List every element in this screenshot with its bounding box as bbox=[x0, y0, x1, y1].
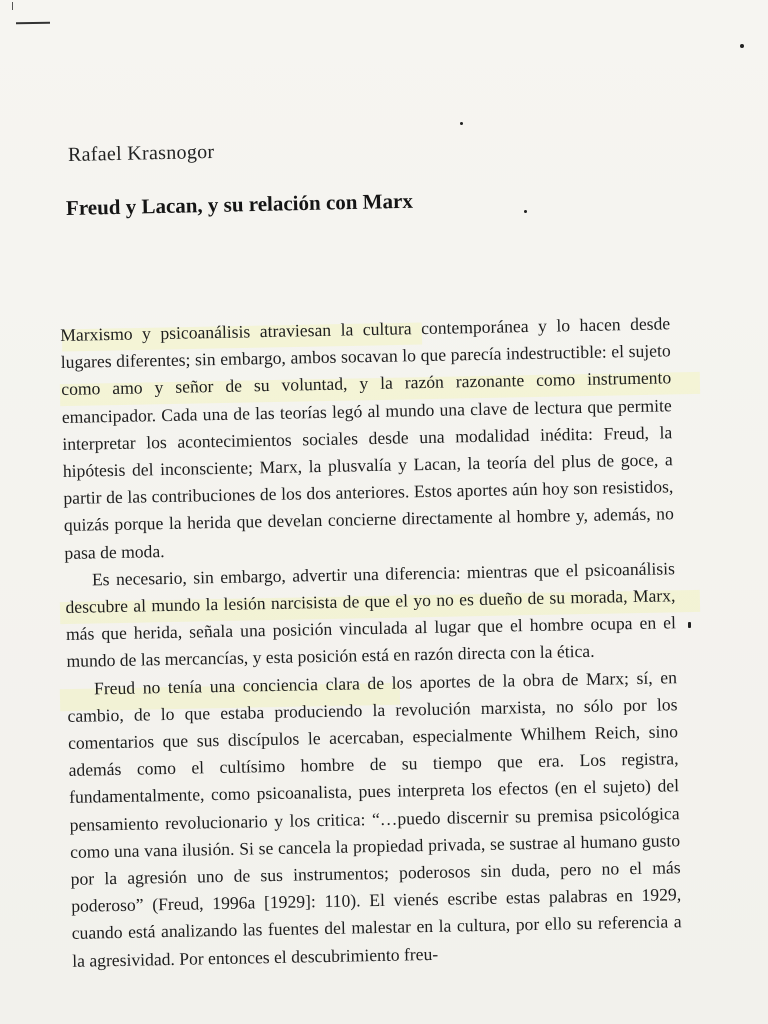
corner-pen-mark bbox=[16, 22, 50, 25]
stray-dot-title-right bbox=[524, 210, 527, 213]
stray-dot-top-right bbox=[740, 44, 744, 48]
corner-tick-mark bbox=[12, 2, 13, 10]
paragraph-1: Marxismo y psicoanálisis atraviesan la cultura contemporánea y lo hacen desde lugares diferentes; sin embargo, ambos socavan lo que parecía indestructible: el sujeto como amo y señor de su voluntad, y la razón razonante como instrumento emancipador. Cada una de las teorías legó al mundo una clave de lectura que permite interpretar los acontecimientos sociales desde una modalidad inédita: Freud, la hipótesis del inconsciente; Marx, la plusvalía y Lacan, la teoría del plus de goce, a partir de las contribuciones de los dos anteriores. Estos aportes aún hoy son resistidos, quizás porque la herida que develan concierne directamente al hombre y, además, no pasa de moda. bbox=[60, 313, 674, 563]
author-name: Rafael Krasnogor bbox=[67, 140, 215, 166]
paragraph-2: Es necesario, sin embargo, advertir una diferencia: mientras que el psicoanálisis descubre al mundo la lesión narcisista de que el yo no es dueño de su morada, Marx, más que herida, señala una posición vinculada al lugar que el hombre ocupa en el mundo de las mercancías, y esta posición está en razón directa con la ética. bbox=[65, 558, 677, 672]
stray-mark-margin bbox=[688, 622, 691, 628]
stray-dot-top-center bbox=[460, 122, 463, 125]
chapter-title: Freud y Lacan, y su relación con Marx bbox=[65, 188, 414, 220]
body-text bbox=[60, 310, 682, 974]
paragraph-3: Freud no tenía una conciencia clara de los aportes de la obra de Marx; sí, en cambio, de lo que estaba produciendo la revolución marxista, no sólo por los comentarios que sus discípulos le acercaban, especialmente Whilhem Reich, sino además como el cultísimo hombre de su tiempo que era. Los registra, fundamentalmente, como psicoanalista, pues interpreta los efectos (en el sujeto) del pensamiento revolucionario y los critica: “…puedo discernir su premisa psicológica como una vana ilusión. Si se cancela la propiedad privada, se sustrae al humano gusto por la agresión uno de sus instrumentos; poderosos sin duda, pero no el más poderoso” (Freud, 1996a [1929]: 110). El vienés escribe estas palabras en 1929, cuando está analizando las fuentes del malestar en la cultura, por ello su referencia a la agresividad. Por entonces el descubrimiento freu- bbox=[67, 666, 682, 971]
